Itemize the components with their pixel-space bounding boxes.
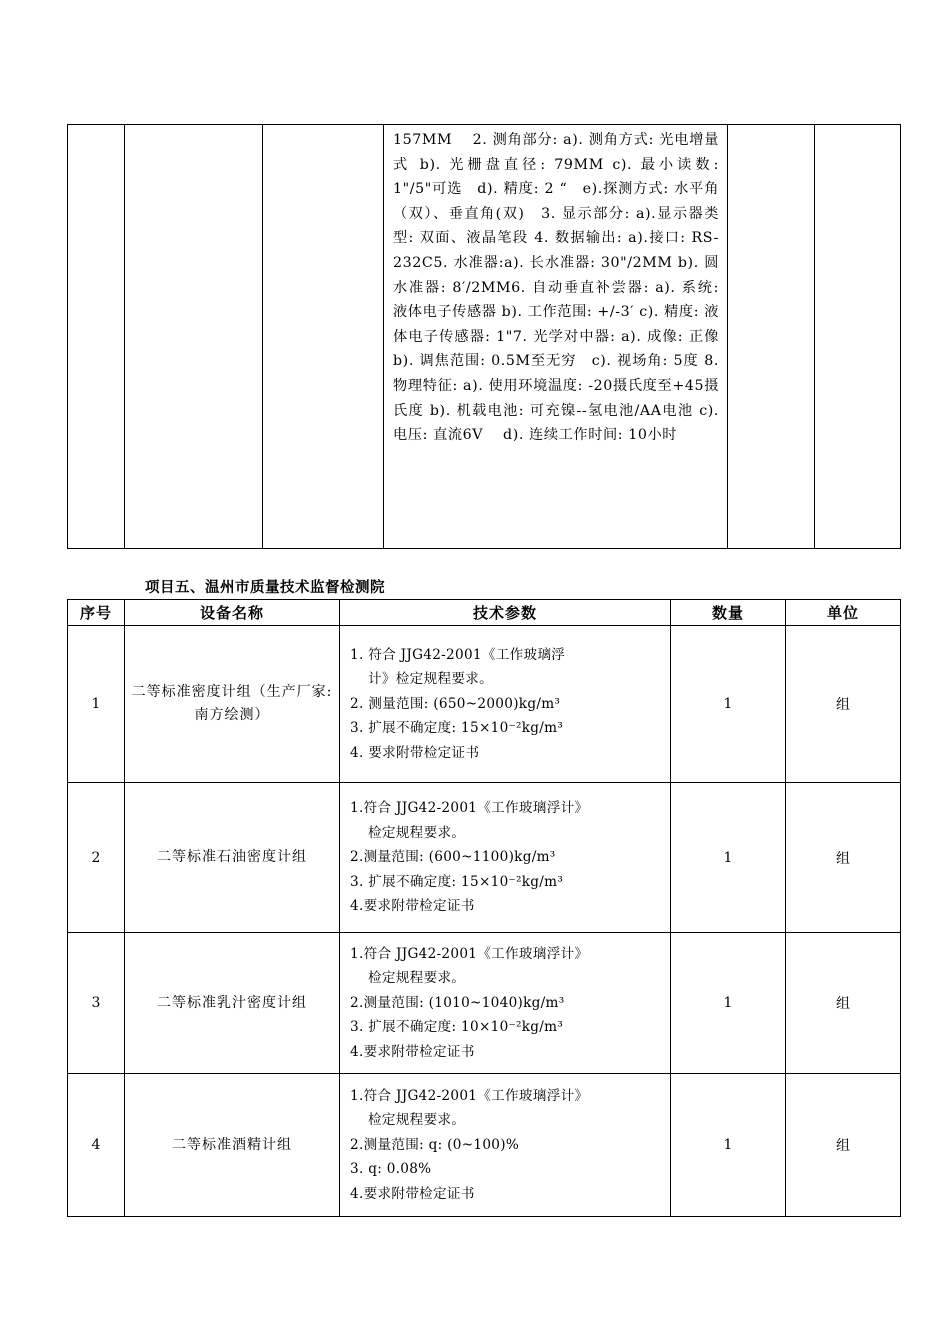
equipment-name: 二等标准密度计组（生产厂家: 南方绘测） bbox=[125, 626, 340, 783]
param-line: 计》检定规程要求。 bbox=[368, 671, 494, 688]
header-no: 序号 bbox=[68, 600, 125, 626]
param-line: 4.要求附带检定证书 bbox=[350, 898, 475, 915]
quantity: 1 bbox=[671, 783, 786, 933]
equipment-name: 二等标准乳汁密度计组 bbox=[125, 933, 340, 1074]
param-line: 4.要求附带检定证书 bbox=[350, 1043, 475, 1060]
param-line: 1. 符合 JJG42-2001《工作玻璃浮 bbox=[350, 646, 566, 663]
param-line: 1.符合 JJG42-2001《工作玻璃浮计》 bbox=[350, 945, 589, 962]
param-line: 2. 测量范围: (650~2000)kg/m³ bbox=[350, 695, 561, 712]
table-row bbox=[68, 933, 901, 1074]
table-header-row bbox=[68, 600, 901, 626]
cont-cell-unit bbox=[815, 125, 901, 549]
continuation-row bbox=[68, 125, 901, 549]
cont-cell-name bbox=[125, 125, 263, 549]
cont-cell-no bbox=[68, 125, 125, 549]
unit: 组 bbox=[786, 933, 901, 1074]
param-line: 4.要求附带检定证书 bbox=[350, 1185, 475, 1202]
header-name: 设备名称 bbox=[125, 600, 340, 626]
param-line: 3. q: 0.08% bbox=[350, 1161, 432, 1178]
unit: 组 bbox=[786, 626, 901, 783]
quantity: 1 bbox=[671, 933, 786, 1074]
table-row bbox=[68, 626, 901, 783]
technical-params bbox=[340, 783, 671, 933]
equipment-name: 二等标准酒精计组 bbox=[125, 1074, 340, 1217]
cont-cell-specs bbox=[384, 125, 728, 549]
equipment-name: 二等标准石油密度计组 bbox=[125, 783, 340, 933]
cont-cell-qty bbox=[728, 125, 815, 549]
technical-params bbox=[340, 626, 671, 783]
param-line: 2.测量范围: q: (0~100)% bbox=[350, 1136, 520, 1153]
quantity: 1 bbox=[671, 626, 786, 783]
equipment-table bbox=[67, 599, 901, 1217]
technical-params bbox=[340, 933, 671, 1074]
continued-specs-text: 157MM 2. 测角部分: a). 测角方式: 光电增量式 b). 光栅盘直径: 79MM c). 最小读数: 1"/5"可选 d). 精度: 2 “ e).探测方式: 水平角（双）、垂直角(双) 3. 显示部分: a).显示器类型: 双面、液晶笔段 4. 数据输出: a).接口: RS-232C5. 水准器:a). 长水准器: 30"/2MM b). 圆水准器: 8′/2MM6. 自动垂直补尝器: a). 系统: 液体电子传感器 b). 工作范围: +/-3′ c). 精度: 液体电子传感器: 1"7. 光学对中器: a). 成像: 正像 b). 调焦范围: 0.5M至无穷 c). 视场角: 5度 8. 物理特征: a). 使用环境温度: -20摄氏度至+45摄氏度 b). 机载电池: 可充镍--氢电池/AA电池 c). 电压: 直流6V d). 连续工作时间: 10小时 bbox=[393, 132, 719, 444]
table-row bbox=[68, 1074, 901, 1217]
row-number: 2 bbox=[68, 783, 125, 933]
section-title: 项目五、温州市质量技术监督检测院 bbox=[145, 579, 385, 596]
row-number: 4 bbox=[68, 1074, 125, 1217]
param-line: 1.符合 JJG42-2001《工作玻璃浮计》 bbox=[350, 800, 589, 817]
param-line: 3. 扩展不确定度: 10×10⁻²kg/m³ bbox=[350, 1019, 564, 1036]
unit: 组 bbox=[786, 1074, 901, 1217]
param-line: 2.测量范围: (1010~1040)kg/m³ bbox=[350, 994, 565, 1011]
cont-cell-blank bbox=[263, 125, 384, 549]
param-line: 检定规程要求。 bbox=[368, 1112, 466, 1129]
row-number: 1 bbox=[68, 626, 125, 783]
continuation-table bbox=[67, 124, 901, 549]
technical-params bbox=[340, 1074, 671, 1217]
param-line: 1.符合 JJG42-2001《工作玻璃浮计》 bbox=[350, 1087, 589, 1104]
param-line: 3. 扩展不确定度: 15×10⁻²kg/m³ bbox=[350, 873, 564, 890]
param-line: 检定规程要求。 bbox=[368, 970, 466, 987]
param-line: 检定规程要求。 bbox=[368, 824, 466, 841]
header-unit: 单位 bbox=[786, 600, 901, 626]
param-line: 3. 扩展不确定度: 15×10⁻²kg/m³ bbox=[350, 720, 564, 737]
param-line: 4. 要求附带检定证书 bbox=[350, 744, 480, 761]
table-row bbox=[68, 783, 901, 933]
param-line: 2.测量范围: (600~1100)kg/m³ bbox=[350, 849, 556, 866]
quantity: 1 bbox=[671, 1074, 786, 1217]
row-number: 3 bbox=[68, 933, 125, 1074]
header-qty: 数量 bbox=[671, 600, 786, 626]
header-params: 技术参数 bbox=[340, 600, 671, 626]
unit: 组 bbox=[786, 783, 901, 933]
